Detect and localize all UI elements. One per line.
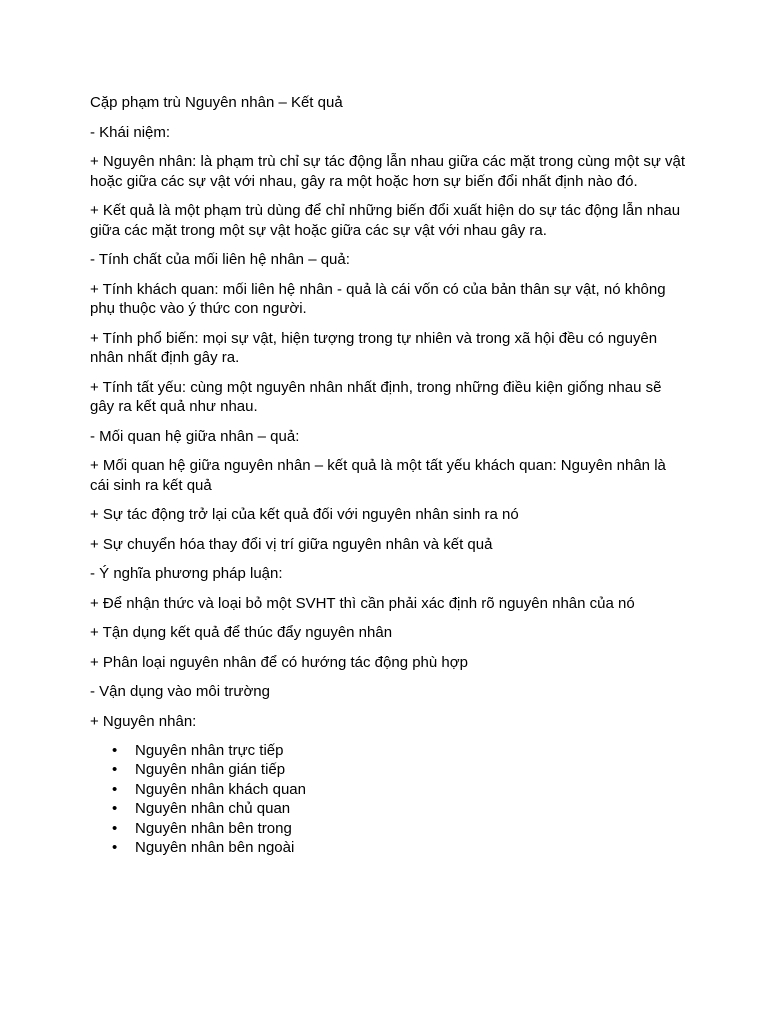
bullet-text: Nguyên nhân bên trong — [135, 819, 292, 837]
paragraph: + Nguyên nhân: — [90, 712, 197, 730]
bullet-item — [90, 799, 688, 818]
section-heading: - Ý nghĩa phương pháp luận: — [90, 565, 283, 582]
bullet-icon: • — [112, 819, 118, 837]
section-heading: - Vận dụng vào môi trường — [90, 683, 270, 700]
paragraph: + Kết quả là một phạm trù dùng để chỉ những biến đổi xuất hiện do sự tác động lẫn nhau giữa các mặt trong một sự vật hoặc giữa các sự vật với nhau gây ra. — [90, 202, 681, 239]
paragraph: + Để nhận thức và loại bỏ một SVHT thì cần phải xác định rõ nguyên nhân của nó — [90, 594, 635, 612]
bullet-text: Nguyên nhân gián tiếp — [135, 761, 286, 779]
paragraph: + Sự tác động trở lại của kết quả đối với nguyên nhân sinh ra nó — [90, 506, 519, 523]
bullet-icon: • — [112, 761, 118, 779]
paragraph: + Tính khách quan: mối liên hệ nhân - quả là cái vốn có của bản thân sự vật, nó không phụ thuộc vào ý thức con người. — [90, 280, 666, 317]
bullet-icon: • — [112, 780, 118, 798]
bullet-icon: • — [112, 742, 118, 759]
paragraph: + Tận dụng kết quả để thúc đẩy nguyên nhân — [90, 624, 393, 641]
paragraph: + Phân loại nguyên nhân để có hướng tác động phù hợp — [90, 653, 468, 671]
paragraph: + Tính tất yếu: cùng một nguyên nhân nhất định, trong những điều kiện giống nhau sẽ gây ra kết quả như nhau. — [90, 378, 662, 415]
bullet-item — [90, 741, 688, 760]
paragraph: + Sự chuyển hóa thay đổi vị trí giữa nguyên nhân và kết quả — [90, 535, 493, 553]
bullet-item — [90, 760, 688, 779]
section-heading: - Tính chất của mối liên hệ nhân – quả: — [90, 251, 350, 268]
bullet-icon: • — [112, 800, 118, 818]
bullet-item — [90, 838, 688, 857]
bullet-list — [90, 741, 688, 857]
bullet-text: Nguyên nhân khách quan — [135, 780, 306, 798]
paragraph: + Mối quan hệ giữa nguyên nhân – kết quả là một tất yếu khách quan: Nguyên nhân là cái sinh ra kết quả — [90, 457, 666, 494]
bullet-text: Nguyên nhân chủ quan — [135, 800, 291, 818]
section-heading: - Khái niệm: — [90, 123, 171, 141]
bullet-text: Nguyên nhân trực tiếp — [135, 742, 284, 759]
bullet-icon: • — [112, 839, 118, 857]
document-title: Cặp phạm trù Nguyên nhân – Kết quả — [90, 94, 343, 111]
paragraph: + Nguyên nhân: là phạm trù chỉ sự tác động lẫn nhau giữa các mặt trong cùng một sự vật hoặc giữa các sự vật với nhau, gây ra một hoặc hơn sự biến đổi nhất định nào đó. — [90, 153, 686, 190]
bullet-item — [90, 819, 688, 838]
paragraph: + Tính phổ biến: mọi sự vật, hiện tượng trong tự nhiên và trong xã hội đều có nguyên nhân nhất định gây ra. — [90, 329, 658, 366]
bullet-text: Nguyên nhân bên ngoài — [135, 839, 295, 857]
section-heading: - Mối quan hệ giữa nhân – quả: — [90, 427, 300, 445]
bullet-item — [90, 780, 688, 799]
